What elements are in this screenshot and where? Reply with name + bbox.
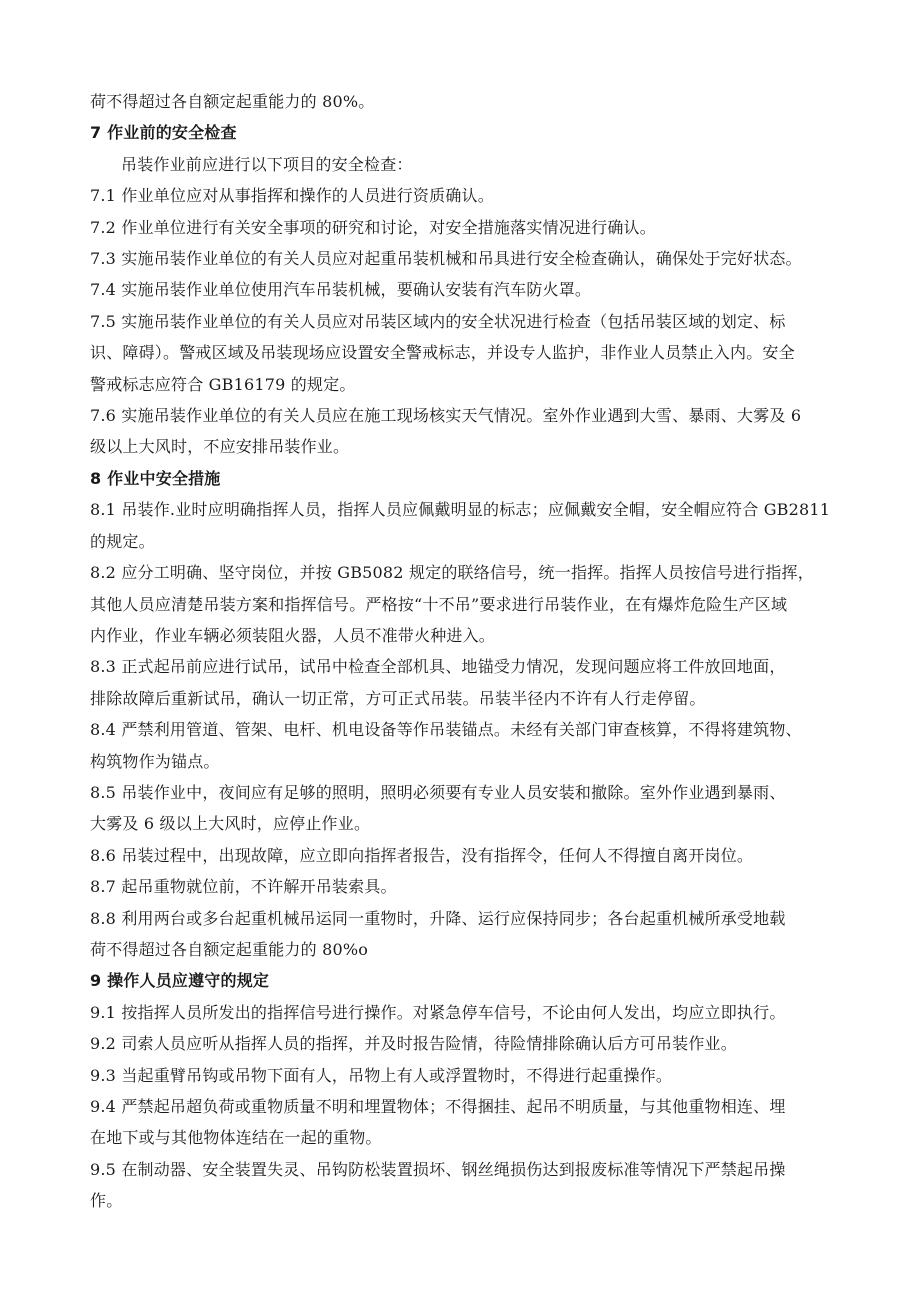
section-heading: 8 作业中安全措施 — [90, 468, 221, 488]
clause-line: 7.4 实施吊装作业单位使用汽车吊装机械，要确认安装有汽车防火罩。 — [90, 280, 592, 300]
text-line: 荷不得超过各自额定起重能力的 80%。 — [90, 92, 375, 111]
clause-line: 8.8 利用两台或多台起重机械吊运同一重物时，升降、运行应保持同步；各台起重机械所承受地载 — [90, 908, 786, 928]
clause-line: 9.4 严禁起吊超负荷或重物质量不明和埋置物体；不得捆挂、起吊不明质量，与其他重物相连、埋 — [90, 1097, 786, 1116]
text-line: 识、障碍）。警戒区域及吊装现场应设置安全警戒标志，并设专人监护，非作业人员禁止入内。安全 — [90, 343, 795, 363]
text-line: 大雾及 6 级以上大风时，应停止作业。 — [90, 814, 371, 834]
clause-line: 8.6 吊装过程中，出现故障，应立即向指挥者报告，没有指挥令，任何人不得擅自离开岗位。 — [90, 845, 754, 865]
clause-line: 9.1 按指挥人员所发出的指挥信号进行操作。对紧急停车信号，不论由何人发出，均应立即执行。 — [90, 1002, 786, 1022]
text-line: 内作业，作业车辆必须装阻火器，人员不准带火种进入。 — [90, 625, 496, 645]
text-line: 在地下或与其他物体连结在一起的重物。 — [90, 1128, 382, 1148]
clause-line: 7.1 作业单位应对从事指挥和操作的人员进行资质确认。 — [90, 186, 494, 206]
clause-line: 7.6 实施吊装作业单位的有关人员应在施工现场核实天气情况。室外作业遇到大雪、暴雨、大雾及 6 — [90, 406, 802, 426]
section-heading: 7 作业前的安全检查 — [90, 123, 237, 143]
text-line: 构筑物作为锚点。 — [90, 751, 220, 771]
text-line: 的规定。 — [90, 531, 155, 551]
clause-line: 7.3 实施吊装作业单位的有关人员应对起重吊装机械和吊具进行安全检查确认，确保处于完好状态。 — [90, 249, 802, 269]
text-line: 吊装作业前应进行以下项目的安全检查： — [121, 154, 413, 174]
clause-line: 8.4 严禁利用管道、管架、电杆、机电设备等作吊装锚点。未经有关部门审查核算，不得将建筑物、 — [90, 720, 802, 740]
clause-line: 8.2 应分工明确、坚守岗位，并按 GB5082 规定的联络信号，统一指挥。指挥人员按信号进行指挥， — [90, 563, 814, 583]
clause-line: 9.3 当起重臂吊钩或吊物下面有人，吊物上有人或浮置物时，不得进行起重操作。 — [90, 1065, 673, 1085]
text-line: 警戒标志应符合 GB16179 的规定。 — [90, 374, 356, 394]
document-page — [90, 86, 840, 1217]
clause-line: 8.1 吊装作.业时应明确指挥人员，指挥人员应佩戴明显的标志；应佩戴安全帽，安全帽应符合 GB2811 — [90, 500, 831, 520]
clause-line: 9.5 在制动器、安全装置失灵、吊钩防松装置损坏、钢丝绳损伤达到报废标准等情况下严禁起吊操 — [90, 1159, 786, 1179]
text-line: 其他人员应清楚吊装方案和指挥信号。严格按“十不吊”要求进行吊装作业，在有爆炸危险生产区域 — [90, 594, 788, 614]
text-line: 排除故障后重新试吊，确认一切正常，方可正式吊装。吊装半径内不许有人行走停留。 — [90, 688, 706, 708]
section-heading: 9 操作人员应遵守的规定 — [90, 971, 270, 991]
clause-line: 8.7 起吊重物就位前，不许解开吊装索具。 — [90, 877, 397, 897]
text-line: 作。 — [90, 1191, 123, 1211]
clause-line: 7.2 作业单位进行有关安全事项的研究和讨论，对安全措施落实情况进行确认。 — [90, 217, 656, 237]
clause-line: 7.5 实施吊装作业单位的有关人员应对吊装区域内的安全状况进行检查（包括吊装区域的划定、标 — [90, 311, 786, 331]
clause-line: 9.2 司索人员应听从指挥人员的指挥，并及时报告险情，待险情排除确认后方可吊装作业。 — [90, 1034, 737, 1054]
text-line: 荷不得超过各自额定起重能力的 80%o — [90, 939, 369, 959]
clause-line: 8.3 正式起吊前应进行试吊，试吊中检查全部机具、地锚受力情况，发现问题应将工件放回地面， — [90, 657, 786, 677]
text-line: 级以上大风时，不应安排吊装作业。 — [90, 437, 350, 457]
clause-line: 8.5 吊装作业中，夜间应有足够的照明，照明必须要有专业人员安装和撤除。室外作业遇到暴雨、 — [90, 782, 786, 802]
